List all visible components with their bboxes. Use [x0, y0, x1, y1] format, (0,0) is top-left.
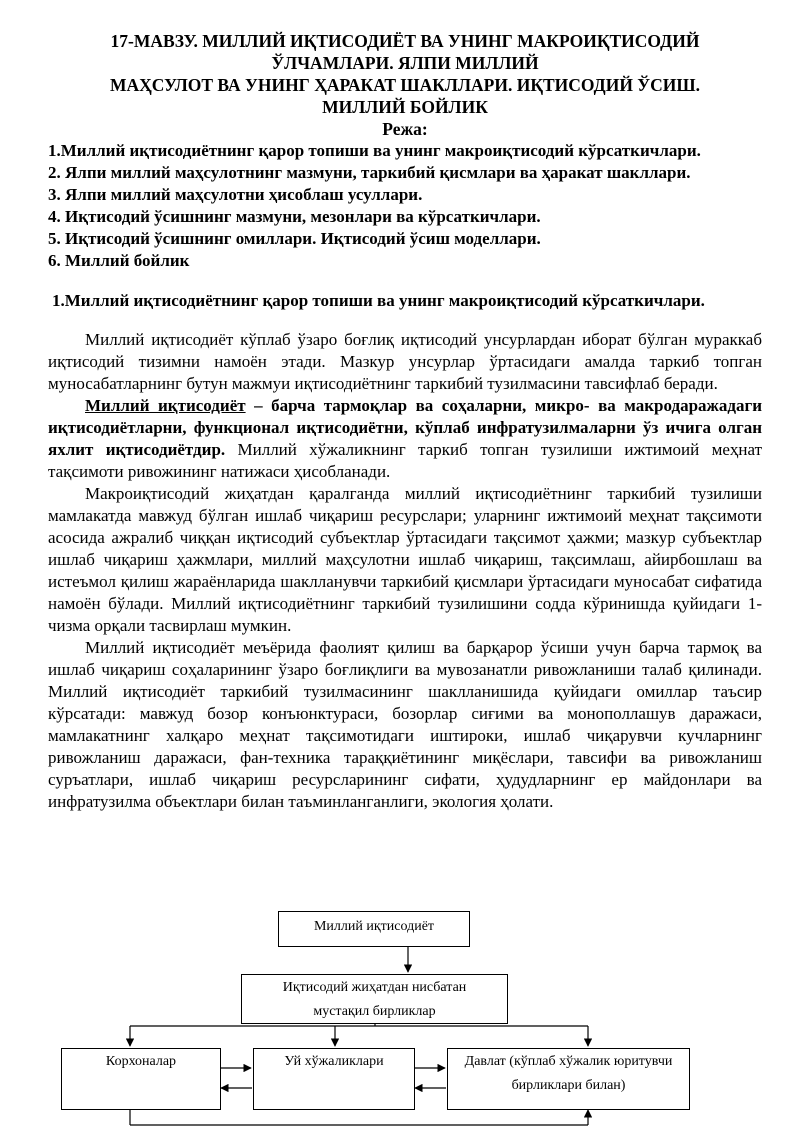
plan-item: 6. Миллий бойлик [48, 251, 190, 270]
diagram-box-national-economy [278, 911, 470, 947]
diagram-box-label: Давлат (кўплаб хўжалик юритувчи [464, 1054, 673, 1069]
diagram-box-enterprises [61, 1048, 221, 1110]
paragraph-4: Миллий иқтисодиёт меъёрида фаолият қилиш ва барқарор ўсиши учун барча тармоқ ва ишлаб чиқариш соҳаларининг ўзаро боғлиқлиги ва мувозанатли ривожланиши талаб қилинади. Миллий иқтисодиёт таркибий тузилмасининг шаклланишида қуйидаги омиллар таъсир кўрсатади: мавжуд бозор конъюнктураси, бозорлар сиғими ва монополлашув даражаси, мамлакатнинг халқаро меҳнат тақсимотидаги иштироки, ишлаб чиқарувчи кучларнинг ривожланиш даражаси, фан-техника тараққиётининг миқёслари, тавсифи ва ривожланиш суръатлари, ишлаб чиқариш ресурсларининг сифати, ҳудудларнинг ер майдонлари ва инфратузилма объектлари билан таъминланганлиги, экология ҳолати. [48, 638, 762, 811]
definition-term: Миллий иқтисодиёт [85, 396, 246, 415]
diagram-box-state [447, 1048, 690, 1110]
paragraph-3: Макроиқтисодий жиҳатдан қаралганда миллий иқтисодиётнинг таркибий тузилиши мамлакатда мавжуд бўлган ишлаб чиқариш ресурслари; уларнинг ижтимоий меҳнат тақсимоти асосида ажралиб чиққан иқтисодий субъектлар ўртасидаги тақсимот ҳажми; мазкур субъектлар ишлаб чиқариш ҳажмлари, миллий маҳсулотни ишлаб чиқариш, тақсимлаш, айирбошлаш ва истеъмол қилиш жараёнларида шаклланувчи таркибий қисмлари ўртасидаги муносабат сифатида намоён бўлади. Миллий иқтисодиётнинг таркибий тузилишини содда кўринишда қуйидаги 1-чизма орқали тасвирлаш мумкин. [48, 484, 762, 635]
plan-item: 4. Иқтисодий ўсишнинг мазмуни, мезонлари ва кўрсаткичлари. [48, 207, 541, 226]
document-title-line-2: ЎЛЧАМЛАРИ. ЯЛПИ МИЛЛИЙ [271, 53, 539, 73]
plan-item: 5. Иқтисодий ўсишнинг омиллари. Иқтисодий ўсиш моделлари. [48, 229, 541, 248]
diagram-box-label: Иқтисодий жиҳатдан нисбатан [282, 980, 467, 995]
section-heading-text: 1.Миллий иқтисодиётнинг қарор топиши ва унинг макроиқтисодий кўрсаткичлари. [52, 291, 705, 310]
document-title-line-1: 17-МАВЗУ. МИЛЛИЙ ИҚТИСОДИЁТ ВА УНИНГ МАКРОИҚТИСОДИЙ [110, 31, 700, 51]
diagram-box-label: бирликлари билан) [511, 1078, 626, 1093]
diagram-box-households [253, 1048, 415, 1110]
definition-body: – барча тармоқлар ва соҳаларни, микро- ва макродаражадаги иқтисодиётларни, функционал иқтисодиётни, кўплаб инфратузилмаларни ўз ичига олган яхлит иқтисодиётдир. [48, 396, 762, 459]
plan-item: 3. Ялпи миллий маҳсулотни ҳисоблаш усуллари. [48, 185, 423, 204]
plan-label: Режа: [382, 119, 428, 139]
definition-tail: Миллий хўжаликнинг таркиб топган тузилиши ижтимоий меҳнат тақсимоти ривожининг натижаси ҳисобланади. [48, 440, 763, 481]
document-title-line-3: МАҲСУЛОТ ВА УНИНГ ҲАРАКАТ ШАКЛЛАРИ. ИҚТИСОДИЙ ЎСИШ. [109, 75, 700, 95]
diagram-box-label: Уй хўжаликлари [284, 1054, 384, 1069]
diagram-box-independent-units [241, 974, 508, 1024]
plan-item: 1.Миллий иқтисодиётнинг қарор топиши ва унинг макроиқтисодий кўрсаткичлари. [48, 141, 701, 160]
diagram-box-label: мустақил бирликлар [313, 1004, 436, 1019]
diagram-box-label: Корхоналар [105, 1054, 177, 1069]
diagram-box-label: Миллий иқтисодиёт [313, 919, 435, 934]
document-title-line-4: МИЛЛИЙ БОЙЛИК [322, 97, 488, 117]
paragraph-1: Миллий иқтисодиёт кўплаб ўзаро боғлиқ иқтисодий унсурлардан иборат бўлган мураккаб иқтисодий тизимни намоён этади. Мазкур унсурлар ўртасидаги амалда таркиб топган муносабатларнинг бутун мажмуи иқтисодиётнинг таркибий тузилмасини тавсифлаб беради. [48, 330, 762, 393]
plan-item: 2. Ялпи миллий маҳсулотнинг мазмуни, таркибий қисмлари ва ҳаракат шакллари. [48, 163, 691, 182]
